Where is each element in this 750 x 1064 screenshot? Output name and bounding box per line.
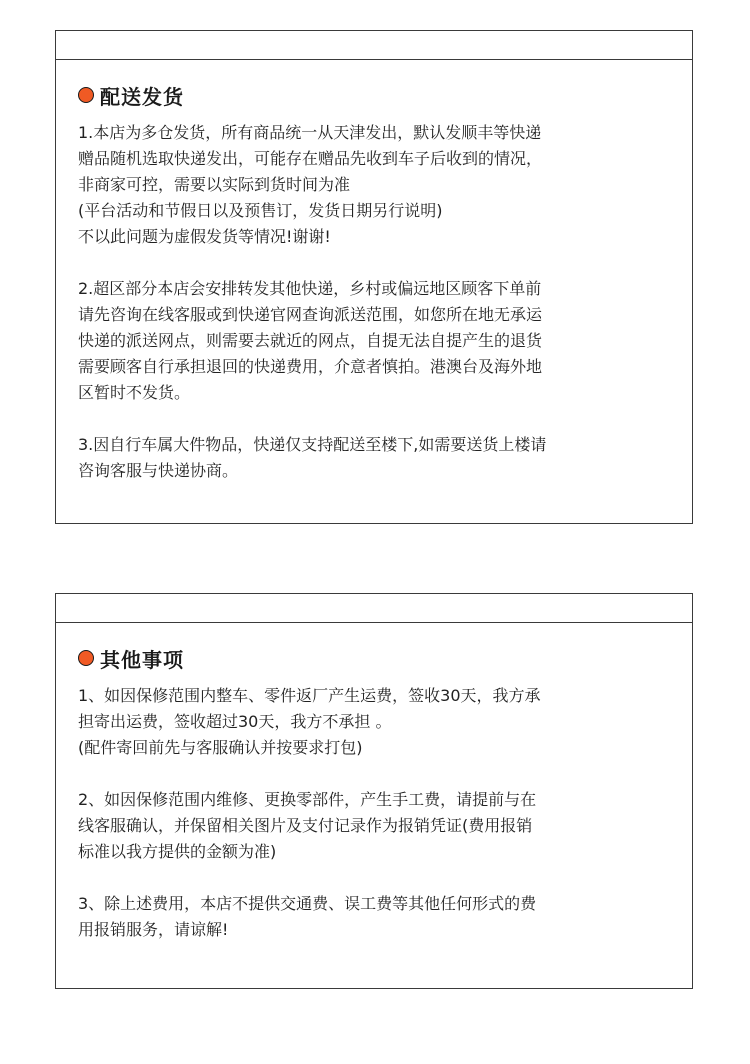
section-body bbox=[78, 120, 666, 484]
paragraph bbox=[78, 120, 666, 250]
paragraph bbox=[78, 276, 666, 406]
orange-circle-icon bbox=[78, 87, 94, 103]
text-line: (平台活动和节假日以及预售订，发货日期另行说明) bbox=[78, 201, 443, 220]
paragraph bbox=[78, 432, 666, 484]
text-line: (配件寄回前先与客服确认并按要求打包) bbox=[78, 738, 363, 757]
text-line: 快递的派送网点，则需要去就近的网点，自提无法自提产生的退货 bbox=[78, 331, 543, 350]
text-line: 用报销服务，请谅解! bbox=[78, 920, 229, 939]
text-line: 咨询客服与快递协商。 bbox=[78, 461, 239, 480]
section-heading bbox=[78, 645, 692, 671]
text-line: 2.超区部分本店会安排转发其他快递，乡村或偏远地区顾客下单前 bbox=[78, 279, 542, 298]
paragraph bbox=[78, 787, 666, 865]
orange-circle-icon bbox=[78, 650, 94, 666]
paragraph bbox=[78, 683, 666, 761]
text-line: 3.因自行车属大件物品，快递仅支持配送至楼下,如需要送货上楼请 bbox=[78, 435, 547, 454]
text-line: 不以此问题为虚假发货等情况!谢谢! bbox=[78, 227, 331, 246]
text-line: 1.本店为多仓发货，所有商品统一从天津发出，默认发顺丰等快递 bbox=[78, 123, 542, 142]
text-line: 需要顾客自行承担退回的快递费用，介意者慎拍。港澳台及海外地 bbox=[78, 357, 543, 376]
panel-header-bar bbox=[56, 31, 692, 60]
text-line: 2、如因保修范围内维修、更换零部件，产生手工费，请提前与在 bbox=[78, 790, 537, 809]
section-title: 配送发货 bbox=[100, 84, 184, 109]
text-line: 线客服确认，并保留相关图片及支付记录作为报销凭证(费用报销 bbox=[78, 816, 533, 835]
text-line: 1、如因保修范围内整车、零件返厂产生运费，签收30天，我方承 bbox=[78, 686, 541, 705]
text-line: 赠品随机选取快递发出，可能存在赠品先收到车子后收到的情况， bbox=[78, 149, 543, 168]
section-title: 其他事项 bbox=[100, 647, 184, 672]
text-line: 担寄出运费，签收超过30天，我方不承担 。 bbox=[78, 712, 392, 731]
text-line: 非商家可控，需要以实际到货时间为准 bbox=[78, 175, 351, 194]
text-line: 请先咨询在线客服或到快递官网查询派送范围，如您所在地无承运 bbox=[78, 305, 543, 324]
paragraph bbox=[78, 891, 666, 943]
text-line: 标准以我方提供的金额为准) bbox=[78, 842, 277, 861]
shipping-panel bbox=[55, 30, 693, 524]
section-heading bbox=[78, 82, 692, 108]
text-line: 区暂时不发货。 bbox=[78, 383, 191, 402]
other-matters-panel bbox=[55, 593, 693, 989]
panel-header-bar bbox=[56, 594, 692, 623]
section-body bbox=[78, 683, 666, 943]
text-line: 3、除上述费用，本店不提供交通费、误工费等其他任何形式的费 bbox=[78, 894, 537, 913]
